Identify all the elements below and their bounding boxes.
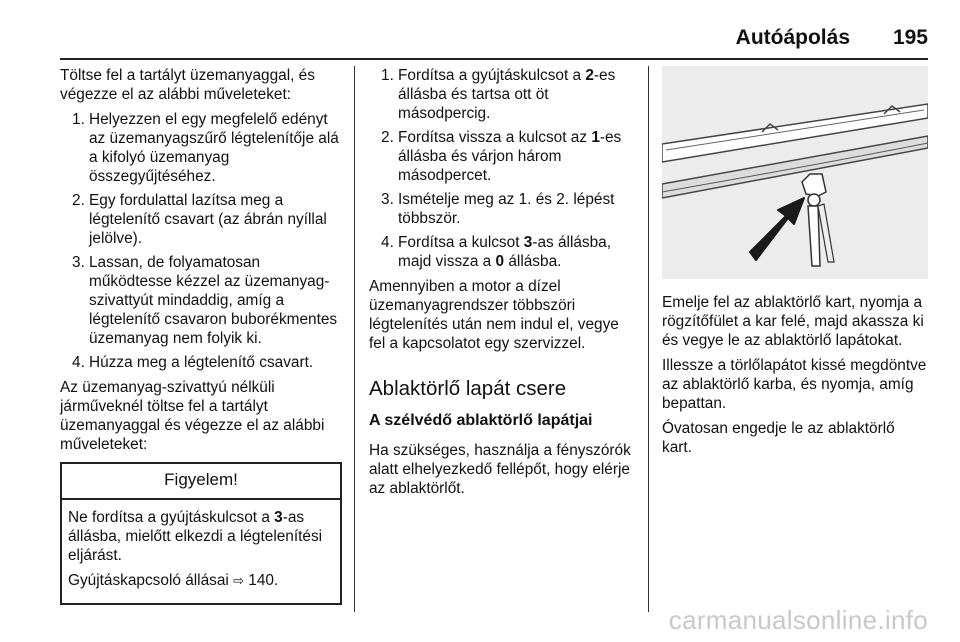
key-position: 2	[585, 67, 594, 84]
reference-text: Gyújtáskapcsoló állásai	[68, 572, 234, 589]
list-item	[369, 190, 634, 228]
cross-reference[interactable]	[68, 571, 334, 591]
step-number: 1 .	[72, 110, 85, 129]
page-reference-arrow-icon: ⇨	[233, 574, 245, 589]
step-text: állásba.	[504, 253, 562, 270]
wiper-blade-illustration-icon	[662, 66, 928, 279]
list-item	[60, 110, 342, 186]
key-position: 0	[495, 253, 505, 270]
step-number: 4 .	[381, 233, 394, 252]
service-paragraph: Amennyiben a motor a dízel üzemanyagrendszer többszöri légtelenítés után nem indul el, vegye fel a kapcsolatot egy szervizzel.	[369, 278, 619, 352]
watermark: carmanualsonline.info	[668, 605, 928, 635]
no-pump-paragraph: Az üzemanyag-szivattyú nélküli járműveknél töltse fel a tartályt üzemanyaggal és végezze el az alábbi műveleteket:	[60, 379, 325, 453]
step-text: Fordítsa a kulcsot	[398, 234, 524, 251]
key-position: 3	[523, 234, 533, 251]
step-number: 2 .	[72, 191, 85, 210]
section-title: Ablaktörlő lapát csere	[369, 377, 567, 400]
step-text: Húzza meg a légtelenítő csavart.	[89, 354, 314, 371]
caution-text	[68, 508, 334, 565]
step-text: Ismételje meg az 1. és 2. lépést többször.	[398, 191, 615, 227]
remove-blade-paragraph: Emelje fel az ablaktörlő kart, nyomja a rögzítőfület a kar felé, majd akassza ki és vegye le az ablaktörlő lapátokat.	[662, 294, 924, 349]
column-left	[60, 66, 342, 605]
step-number: 4 .	[72, 353, 85, 372]
list-item	[369, 128, 634, 185]
caution-heading: Figyelem!	[62, 464, 340, 500]
ignition-steps-list	[369, 66, 634, 271]
caution-body	[62, 500, 340, 603]
caution-box	[60, 462, 342, 605]
step-text: -es állásba és várjon három másodpercet.	[398, 129, 622, 184]
step-text: -as állásba, majd vissza a	[398, 234, 612, 270]
column-divider	[354, 66, 355, 612]
key-position: 1	[591, 129, 600, 146]
reference-page: 140.	[244, 572, 279, 589]
intro-paragraph: Töltse fel a tartályt üzemanyaggal, és végezze el az alábbi műveleteket:	[60, 67, 315, 103]
list-item	[369, 66, 634, 123]
step-text: Fordítsa vissza a kulcsot az	[398, 129, 592, 146]
column-divider	[648, 66, 649, 612]
column-middle	[369, 66, 634, 504]
step-number: 2 .	[381, 128, 394, 147]
caution-text-part: -as állásba, mielőtt elkezdi a légtelenítési eljárást.	[68, 509, 323, 564]
page-header	[60, 22, 928, 60]
list-item	[60, 353, 342, 372]
step-text: Fordítsa a gyújtáskulcsot a	[398, 67, 586, 84]
list-item	[60, 253, 342, 348]
step-text: Helyezzen el egy megfelelő edényt az üzemanyagszűrő légtelenítője alá a kifolyó üzemanyag összegyűjtéséhez.	[89, 111, 339, 185]
step-platform-paragraph: Ha szükséges, használja a fényszórók alatt elhelyezkedő fellépőt, hogy elérje az ablaktörlőt.	[369, 442, 631, 497]
install-blade-paragraph: Illessze a törlőlapátot kissé megdöntve az ablaktörlő karba, és nyomja, amíg bepattan.	[662, 357, 927, 412]
step-text: Lassan, de folyamatosan működtesse kézzel az üzemanyag-szivattyút mindaddig, amíg a légtelenítő csavaron buborékmentes üzemanyag nem folyik ki.	[89, 254, 338, 347]
column-right	[662, 66, 928, 463]
wiper-blade-figure	[662, 66, 928, 279]
page-number: 195	[892, 26, 928, 49]
list-item	[60, 191, 342, 248]
step-text: Egy fordulattal lazítsa meg a légtelenítő csavart (az ábrán nyíllal jelölve).	[89, 192, 327, 247]
step-number: 3 .	[72, 253, 85, 272]
caution-text-part: Ne fordítsa a gyújtáskulcsot a	[68, 509, 275, 526]
step-number: 1 .	[381, 66, 394, 85]
subsection-title: A szélvédő ablaktörlő lapátjai	[369, 412, 593, 429]
lower-arm-paragraph: Óvatosan engedje le az ablaktörlő kart.	[662, 420, 895, 456]
key-position: 3	[274, 509, 283, 526]
step-number: 3 .	[381, 190, 394, 209]
bleed-steps-list	[60, 110, 342, 372]
step-text: -es állásba és tartsa ott öt másodpercig.	[398, 67, 616, 122]
page-title: Autóápolás	[735, 26, 850, 49]
list-item	[369, 233, 634, 271]
